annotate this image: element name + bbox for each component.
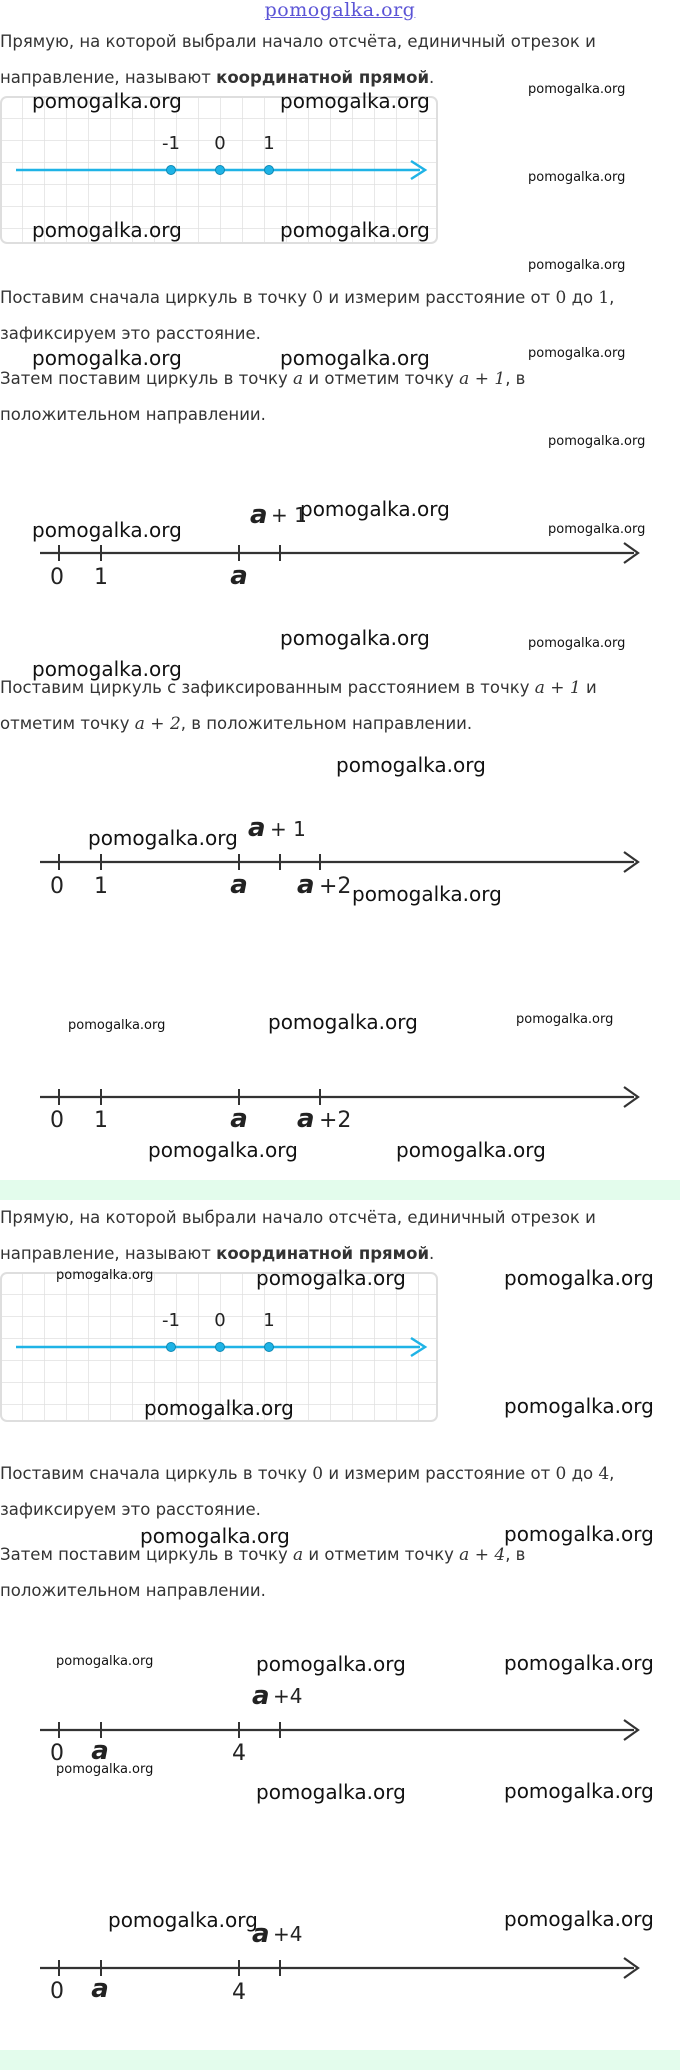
label-one: 1 [94,565,108,585]
watermark: pomogalka.org [68,1018,166,1033]
watermark: pomogalka.org [528,170,626,185]
watermark: pomogalka.org [300,497,450,521]
math-value: a [293,369,304,389]
watermark: pomogalka.org [280,218,430,242]
definition-end: . [429,68,435,87]
label-a-plus-4-suffix: +4 [273,1684,303,1708]
tick-label-one: 1 [263,133,275,154]
watermark: pomogalka.org [548,434,646,449]
watermark: pomogalka.org [268,1010,418,1034]
number-line-figure-c [0,1040,680,1135]
label-a-plus-2-var: a [297,870,315,900]
math-value: 1 [598,288,610,308]
watermark: pomogalka.org [336,753,486,777]
tick-label-zero: 0 [214,1310,226,1331]
step-text: и отметим точку [303,369,460,388]
step-text: Затем поставим циркуль в точку [0,369,294,388]
math-value: a + 2 [134,714,181,734]
watermark: pomogalka.org [32,218,182,242]
label-a: a [91,1974,109,2004]
watermark: pomogalka.org [528,346,626,361]
watermark: pomogalka.org [280,89,430,113]
watermark: pomogalka.org [32,518,182,542]
watermark: pomogalka.org [504,1522,654,1546]
math-value: a + 1 [534,678,581,698]
definition-paragraph-2 [0,1200,665,1272]
watermark: pomogalka.org [516,1012,614,1027]
watermark: pomogalka.org [56,1268,154,1283]
step-text: до [566,1464,599,1483]
watermark: pomogalka.org [280,626,430,650]
watermark: pomogalka.org [256,1266,406,1290]
label-zero: 0 [50,565,64,585]
label-a-plus-4-var: a [252,1919,270,1949]
math-value: 4 [598,1464,610,1484]
label-a-plus-2-var: a [297,1104,315,1134]
site-title[interactable]: pomogalka.org [264,0,416,21]
watermark: pomogalka.org [280,346,430,370]
section-separator [0,1180,680,1200]
section-separator-bottom [0,2050,680,2070]
step-text: Поставим сначала циркуль в точку [0,1464,313,1483]
watermark: pomogalka.org [32,89,182,113]
watermark: pomogalka.org [56,1654,154,1669]
point-one [265,166,274,175]
definition-term: координатной прямой [216,68,430,87]
label-one: 1 [94,874,108,899]
label-four: 4 [232,1741,246,1766]
tick-label-minus-one: -1 [162,1310,180,1331]
tick-label-zero: 0 [214,133,226,154]
tick-label-one: 1 [263,1310,275,1331]
number-line-figure-d [0,1670,680,1770]
watermark: pomogalka.org [396,1138,546,1162]
math-value: 0 [312,288,324,308]
definition-text: Прямую, на которой выбрали начало отсчёта, единичный отрезок и направление, называют [0,32,596,87]
watermark: pomogalka.org [32,657,182,681]
math-value: a [293,1545,304,1565]
step-text: и отметим точку [0,678,597,733]
step-text: и измерим расстояние от [323,288,556,307]
point-minus-one [167,1343,176,1352]
label-a-plus-1-suffix: + 1 [271,503,307,527]
step-text: , зафиксируем это расстояние. [0,288,615,343]
definition-term: координатной прямой [216,1244,430,1263]
math-value: a + 4 [459,1545,506,1565]
label-a-plus-2-suffix: +2 [319,1108,352,1133]
step-text: Затем поставим циркуль в точку [0,1545,294,1564]
label-a-plus-1-suffix: + 1 [270,817,306,841]
watermark: pomogalka.org [256,1652,406,1676]
label-zero: 0 [50,874,64,899]
label-a: a [230,1104,248,1134]
step-text: , в положительном направлении. [180,714,473,733]
label-a: a [230,870,248,900]
watermark: pomogalka.org [256,1780,406,1804]
definition-text: Прямую, на которой выбрали начало отсчёта, единичный отрезок и направление, называют [0,1208,596,1263]
step-text: , в положительном направлении. [0,1545,526,1600]
label-one: 1 [94,1108,108,1133]
label-a-plus-1-var: a [250,500,268,530]
step-paragraph-1 [0,280,665,352]
math-value: 0 [555,1464,567,1484]
watermark: pomogalka.org [32,346,182,370]
step-text: и измерим расстояние от [323,1464,556,1483]
step-paragraph-4 [0,1456,665,1528]
watermark: pomogalka.org [144,1396,294,1420]
watermark: pomogalka.org [504,1907,654,1931]
step-text: , зафиксируем это расстояние. [0,1464,615,1519]
label-a-plus-1-var: a [248,813,266,843]
watermark: pomogalka.org [56,1762,154,1777]
watermark: pomogalka.org [352,882,502,906]
watermark: pomogalka.org [140,1524,290,1548]
watermark: pomogalka.org [148,1138,298,1162]
watermark: pomogalka.org [504,1266,654,1290]
label-zero: 0 [50,1108,64,1133]
label-a-plus-2-suffix: +2 [319,874,352,899]
step-paragraph-2 [0,361,665,433]
watermark: pomogalka.org [88,826,238,850]
number-line-figure-b [0,805,680,900]
step-paragraph-5 [0,1537,665,1609]
tick-label-minus-one: -1 [162,133,180,154]
label-four: 4 [232,1980,246,2005]
label-a: a [91,1736,109,1766]
watermark: pomogalka.org [504,1779,654,1803]
point-minus-one [167,166,176,175]
watermark: pomogalka.org [548,522,646,537]
watermark: pomogalka.org [528,82,626,97]
math-value: 0 [555,288,567,308]
label-a-plus-4-suffix: +4 [273,1922,303,1946]
step-text: до [566,288,599,307]
step-text: и отметим точку [303,1545,460,1564]
step-text: , в положительном направлении. [0,369,526,424]
watermark: pomogalka.org [504,1394,654,1418]
definition-end: . [429,1244,435,1263]
step-text: Поставим сначала циркуль в точку [0,288,313,307]
math-value: 0 [312,1464,324,1484]
label-zero: 0 [50,1979,64,2004]
step-text: Поставим циркуль с зафиксированным расстоянием в точку [0,678,535,697]
watermark: pomogalka.org [528,636,626,651]
label-a-plus-4-var: a [252,1681,270,1711]
point-zero [216,166,225,175]
watermark: pomogalka.org [528,258,626,273]
watermark: pomogalka.org [504,1651,654,1675]
point-one [265,1343,274,1352]
label-a: a [230,561,248,585]
math-value: a + 1 [459,369,506,389]
label-zero: 0 [50,1741,64,1766]
point-zero [216,1343,225,1352]
watermark: pomogalka.org [108,1908,258,1932]
